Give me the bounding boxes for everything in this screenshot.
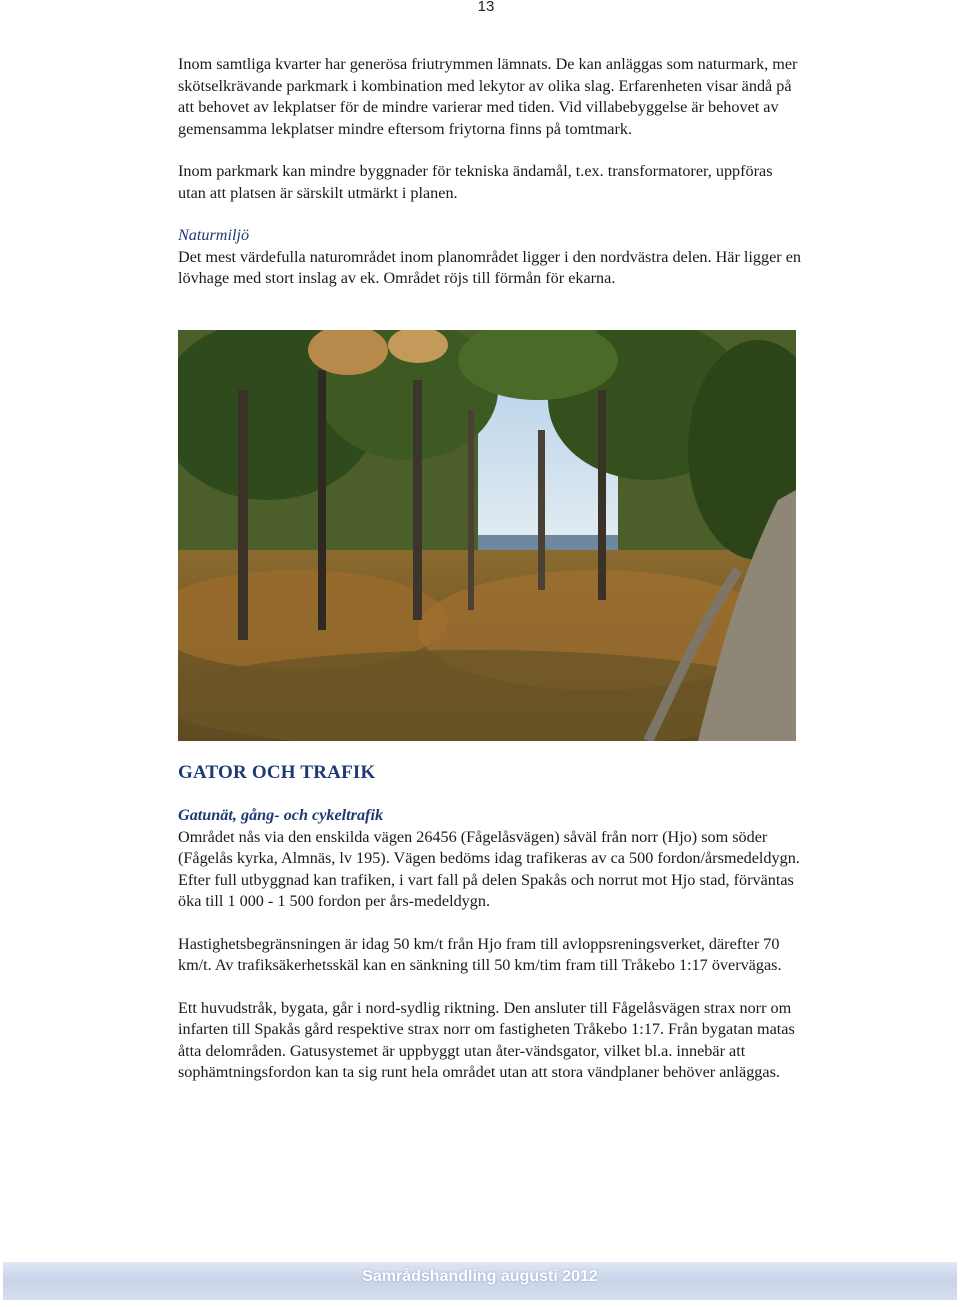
traffic-subheading: Gatunät, gång- och cykeltrafik xyxy=(178,806,384,824)
paragraph-vagen: Området nås via den enskilda vägen 26456 (Fågelåsvägen) såväl från norr (Hjo) som söder (Fågelås kyrka, Almnäs, lv 195). Vägen bedöms idag trafikeras av ca 500 fordon/årsmedeldygn. Efter full utbyggnad kan trafiken, i vart fall på delen Spakås och norrut mot Hjo stad, förväntas öka till 1 000 - 1 500 fordon per års-medeldygn. xyxy=(178,827,800,910)
body-text-top xyxy=(178,54,803,290)
naturmiljo-text: Det mest värdefulla naturområdet inom planområdet ligger i den nordvästra delen. Här ligger en lövhage med stort inslag av ek. Området röjs till förmån för ekarna. xyxy=(178,247,801,287)
footer-text: Samrådshandling augusti 2012 xyxy=(362,1268,598,1285)
paragraph-friutrymmen: Inom samtliga kvarter har generösa friutrymmen lämnats. De kan anläggas som naturmark, mer skötselkrävande parkmark i kombination med lekytor av olika slag. Erfarenheten visar ändå på att behovet av lekplatser för de mindre varierar med tiden. Vid villabebyggelse är behovet av gemensamma lekplatser mindre eftersom friytorna finns på tomtmark. xyxy=(178,55,798,138)
page-number: 13 xyxy=(477,0,495,15)
paragraph-hastighet: Hastighetsbegränsningen är idag 50 km/t från Hjo fram till avloppsreningsverket, därefter 70 km/t. Av trafiksäkerhetsskäl kan en sänkning till 50 km/tim fram till Tråkebo 1:17 övervägas. xyxy=(178,934,782,974)
oak-pasture-illustration xyxy=(178,330,796,741)
paragraph-huvudstrak: Ett huvudstråk, bygata, går i nord-sydlig riktning. Den ansluter till Fågelåsvägen strax norr om infarten till Spakås gård respektive strax norr om fastigheten Tråkebo 1:17. Från bygatan matas åtta delområden. Gatusystemet är uppbyggt utan åter-vändsgator, vilket bl.a. innebär att sophämtningsfordon kan ta sig runt hela området utan att stora vändplaner behöver anläggas. xyxy=(178,998,795,1081)
naturmiljo-heading: Naturmiljö xyxy=(178,226,250,244)
section-heading: GATOR OCH TRAFIK xyxy=(178,762,376,783)
oak-pasture-photo xyxy=(178,330,796,741)
body-text-traffic xyxy=(178,805,803,1084)
paragraph-parkmark: Inom parkmark kan mindre byggnader för tekniska ändamål, t.ex. transformatorer, uppföras utan att platsen är särskilt utmärkt i planen. xyxy=(178,162,773,202)
